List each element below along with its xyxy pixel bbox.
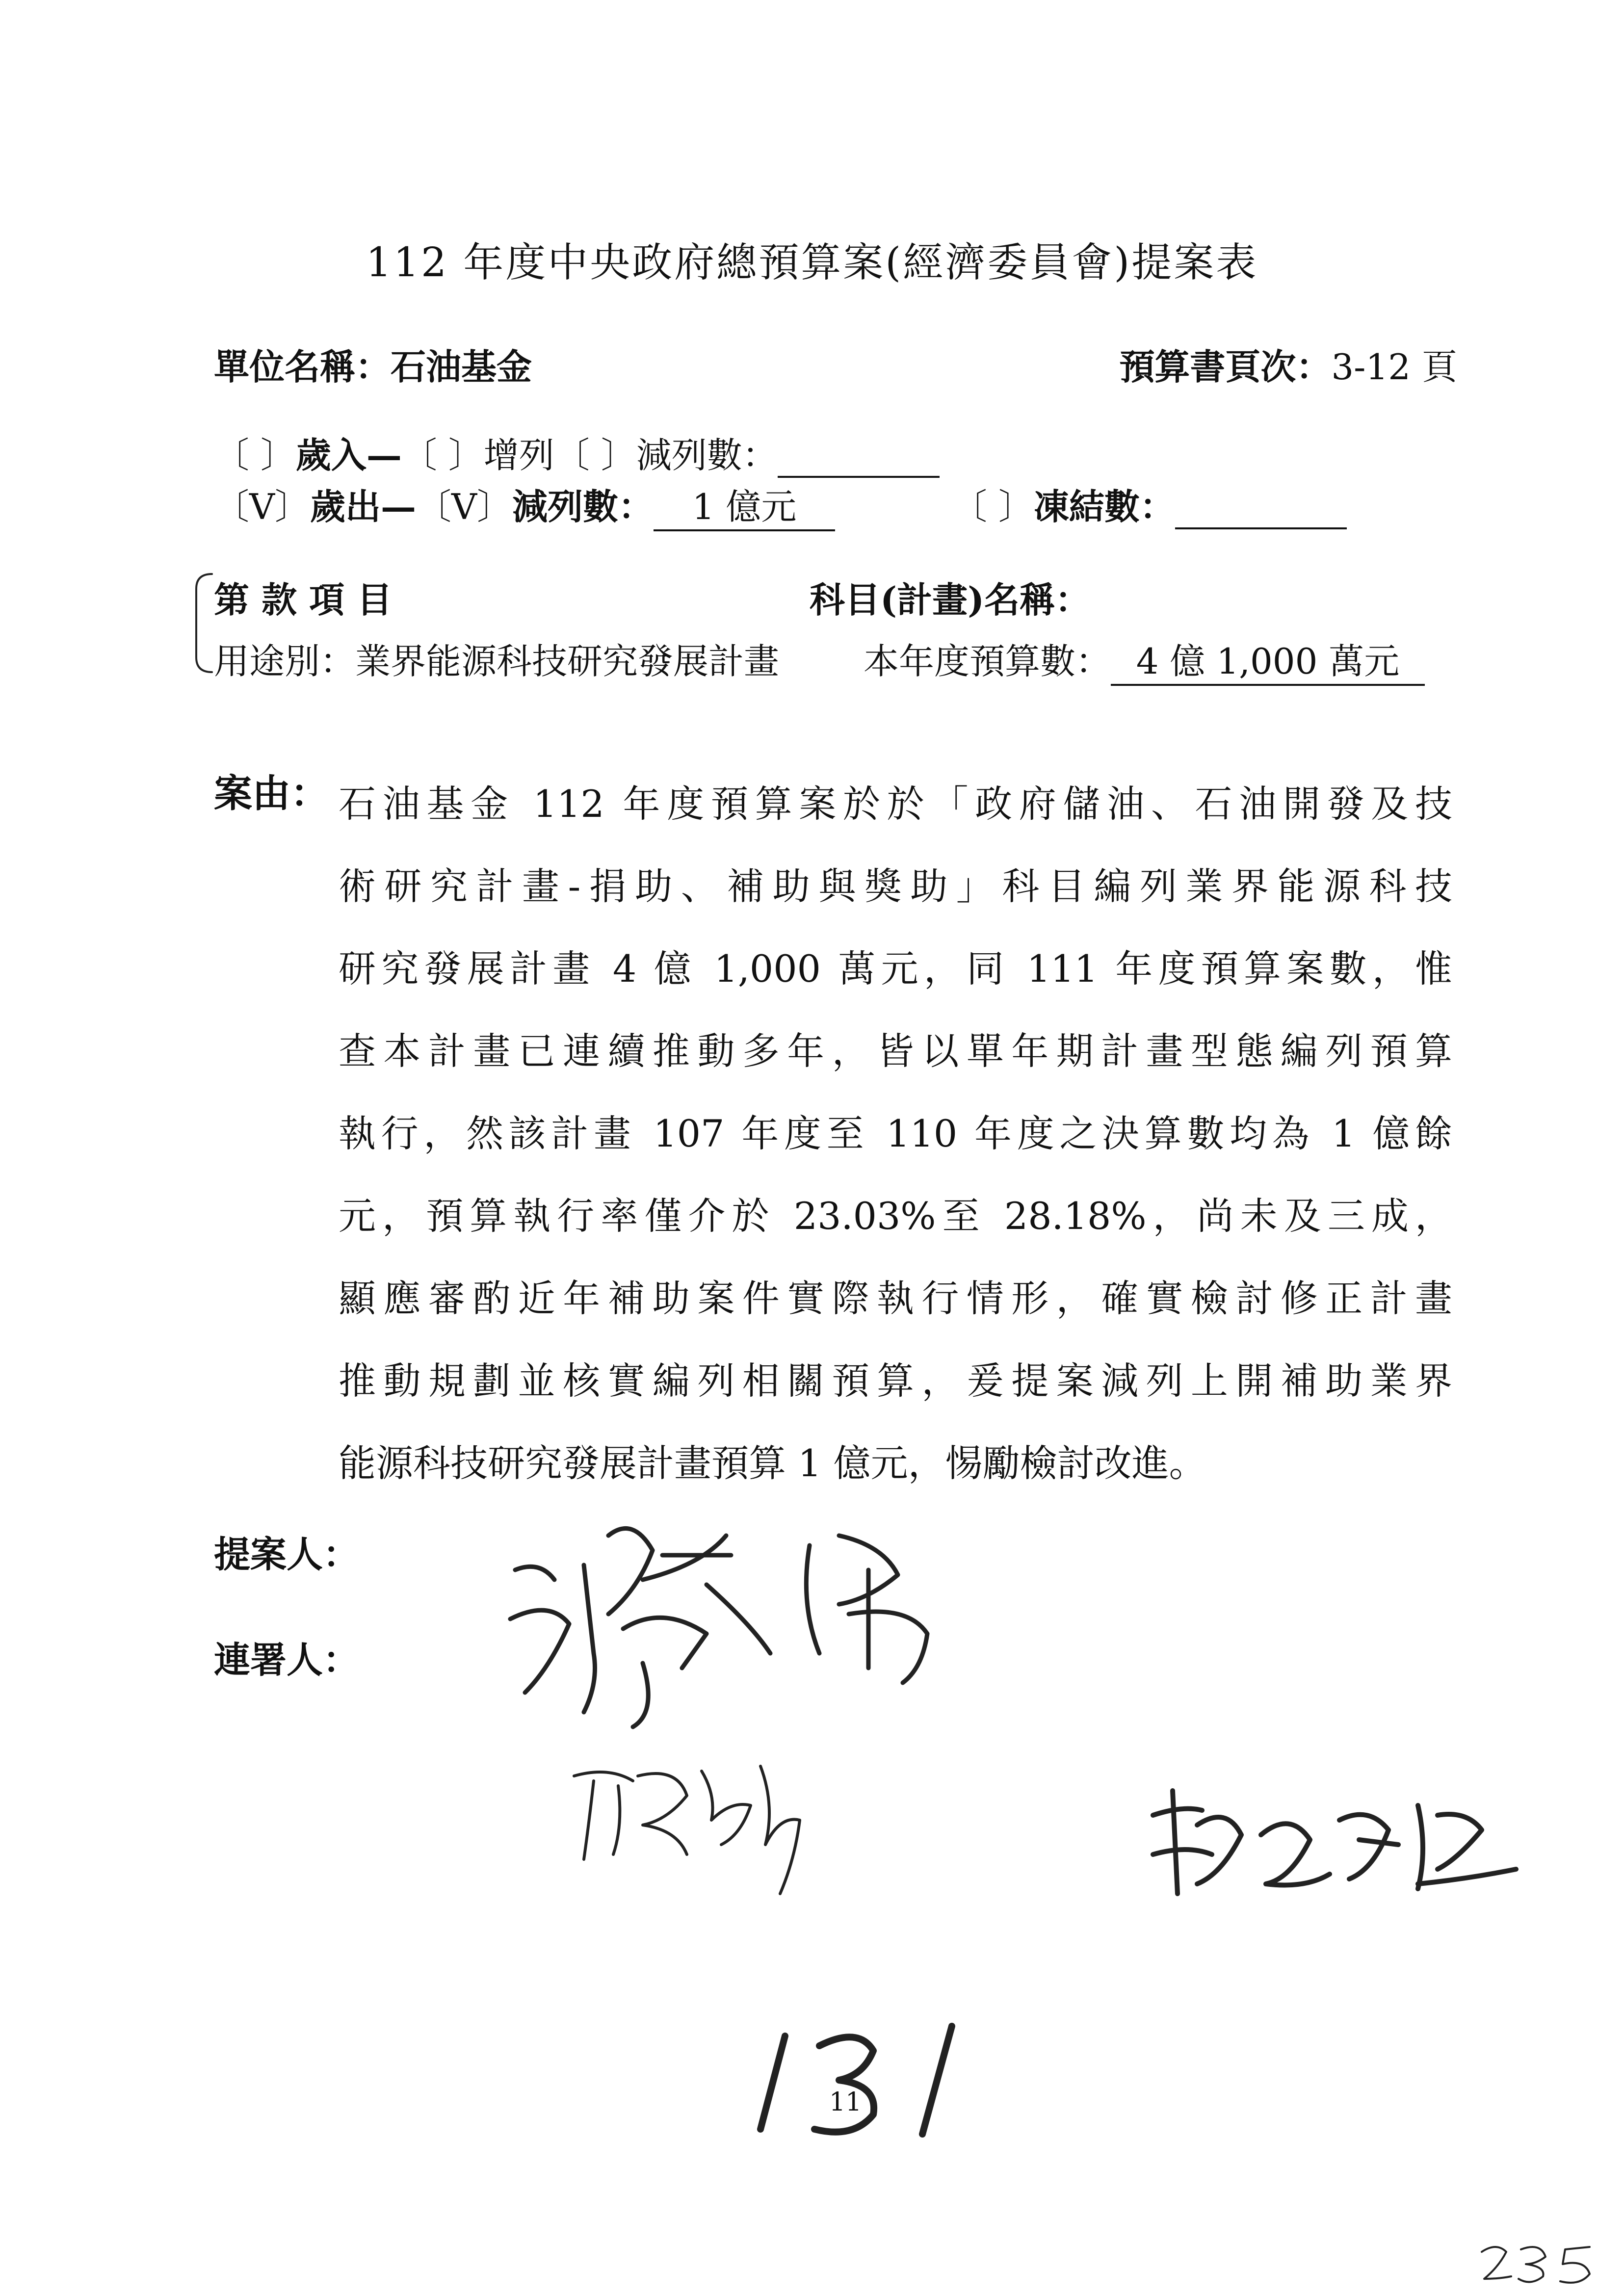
reason-label: 案由： — [214, 771, 329, 816]
reason-line: 石油基金 112 年度預算案於於「政府儲油、石油開發及技 — [339, 782, 1452, 826]
unit-value: 石油基金 — [391, 346, 532, 388]
reason-line: 術研究計畫-捐助、補助與獎助」科目編列業界能源科技 — [339, 864, 1452, 908]
reason-line: 執行，然該計畫 107 年度至 110 年度之決算數均為 1 億餘 — [339, 1112, 1452, 1155]
freeze-label: 凍結數： — [1033, 486, 1175, 527]
handwritten-number-text: 131 — [746, 2009, 761, 2018]
subject-label: 科目(計畫)名稱： — [810, 579, 1091, 621]
increase-checkbox: 〔 〕 — [401, 435, 484, 476]
proposer-label: 提案人： — [214, 1534, 359, 1576]
decrease-checkbox: 〔 〕 — [554, 435, 636, 476]
expense-checkbox: 〔V〕 — [214, 486, 310, 527]
reason-line: 查本計畫已連續推動多年，皆以單年期計畫型態編列預算 — [339, 1029, 1452, 1073]
freeze-field — [952, 478, 1347, 529]
expense-decrease-value: 1 億元 — [654, 478, 835, 531]
annual-budget-row — [864, 633, 1425, 686]
budget-page-value: 3-12 頁 — [1331, 346, 1457, 388]
reason-line: 元，預算執行率僅介於 23.03%至 28.18%，尚未及三成， — [339, 1194, 1452, 1238]
expense-decrease-label: 減列數： — [512, 486, 654, 527]
expense-line — [214, 478, 835, 531]
usage-label: 用途別： — [214, 641, 356, 682]
cosigner-label: 連署人： — [214, 1639, 359, 1681]
expense-label: 歲出— — [310, 486, 417, 527]
proposer-signature — [496, 1506, 967, 1742]
unit-label: 單位名稱： — [214, 346, 391, 388]
unit-name — [214, 339, 532, 390]
reason-body — [339, 763, 1452, 1505]
usage-value: 業界能源科技研究發展計畫 — [355, 641, 780, 682]
page-title: 112 年度中央政府總預算案(經濟委員會)提案表 — [366, 239, 1258, 286]
annual-budget-value: 4 億 1,000 萬元 — [1111, 633, 1425, 686]
page-number: 11 — [829, 2087, 862, 2117]
corner-number-text: 235 — [1472, 2230, 1487, 2239]
revenue-checkbox: 〔 〕 — [214, 435, 296, 476]
reason-line: 顯應審酌近年補助案件實際執行情形，確實檢討修正計畫 — [339, 1277, 1452, 1320]
budget-page-label: 預算書頁次： — [1119, 346, 1332, 388]
expense-decrease-checkbox: 〔V〕 — [416, 486, 513, 527]
reason-line: 推動規劃並核實編列相關預算，爰提案減列上開補助業界 — [339, 1359, 1452, 1403]
reason-line: 能源科技研究發展計畫預算 1 億元，惕勵檢討改進。 — [339, 1441, 1206, 1485]
cosigner-signature — [1143, 1776, 1526, 1913]
corner-number — [1472, 2230, 1604, 2291]
budget-page-ref — [1119, 339, 1457, 390]
bracket-mark — [187, 569, 217, 677]
item-heading: 第 款 項 目 — [214, 579, 393, 621]
revenue-label: 歲入— — [295, 434, 402, 476]
freeze-blank — [1175, 486, 1347, 529]
handwritten-number — [746, 2009, 991, 2149]
annual-budget-label: 本年度預算數： — [864, 641, 1111, 682]
revenue-decrease-label: 減列數： — [636, 435, 778, 476]
revenue-decrease-blank — [778, 435, 940, 478]
increase-label: 增列 — [483, 435, 554, 476]
cosigner-signature — [564, 1747, 839, 1923]
usage-row — [214, 633, 779, 684]
reason-line: 研究發展計畫 4 億 1,000 萬元，同 111 年度預算案數，惟 — [339, 947, 1452, 991]
freeze-checkbox: 〔 〕 — [952, 486, 1034, 527]
revenue-line — [214, 427, 940, 478]
